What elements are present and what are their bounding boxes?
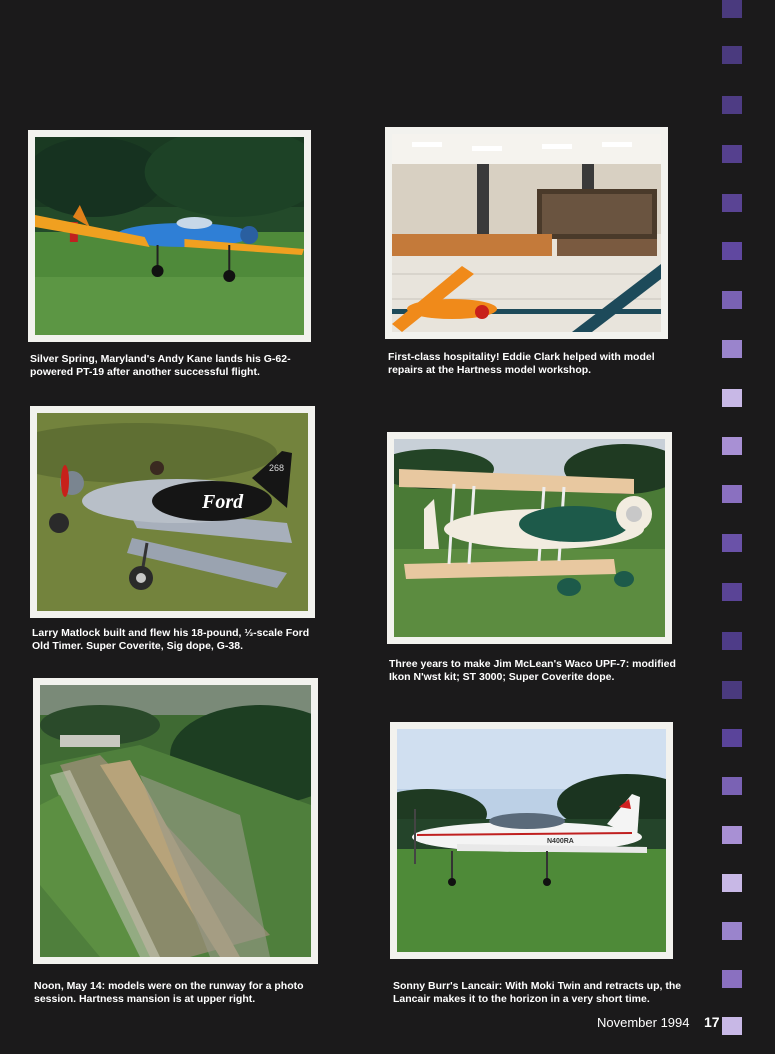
- decorative-square: [722, 340, 742, 358]
- waco-caption: Three years to make Jim McLean's Waco UPF-7: modified Ikon N'wst kit; ST 3000; Super Coverite dope.: [389, 658, 676, 683]
- decorative-square: [722, 291, 742, 309]
- ford-caption: Larry Matlock built and flew his 18-pound, ⅓-scale Ford Old Timer. Super Coverite, Sig dope, G-38.: [32, 627, 310, 652]
- workshop-photo: [385, 127, 668, 339]
- decorative-square: [722, 729, 742, 747]
- ford-logo: Ford: [202, 491, 244, 513]
- decorative-square: [722, 194, 742, 212]
- decorative-square: [722, 145, 742, 163]
- decorative-square: [722, 534, 742, 552]
- decorative-square: [722, 437, 742, 455]
- issue-date: November 1994: [597, 1015, 690, 1030]
- workshop-caption: First-class hospitality! Eddie Clark helped with model repairs at the Hartness model workshop.: [388, 351, 655, 376]
- lancair-caption: Sonny Burr's Lancair: With Moki Twin and retracts up, the Lancair makes it to the horizon in a very short time.: [393, 980, 682, 1005]
- decorative-square: [722, 583, 742, 601]
- decorative-square: [722, 46, 742, 64]
- lancair-photo: [390, 722, 673, 959]
- decorative-square: [722, 389, 742, 407]
- pt19-caption: Silver Spring, Maryland's Andy Kane lands his G-62-powered PT-19 after another successful flight.: [30, 353, 291, 378]
- decorative-square: [722, 632, 742, 650]
- decorative-square: [722, 96, 742, 114]
- decorative-square: [722, 970, 742, 988]
- decorative-square: [722, 485, 742, 503]
- decorative-square: [722, 1017, 742, 1035]
- ford-old-timer-photo: [30, 406, 315, 618]
- lancair-registration: N400RA: [547, 838, 574, 845]
- decorative-square: [722, 0, 742, 18]
- decorative-square: [722, 242, 742, 260]
- waco-biplane-photo: [387, 432, 672, 644]
- ford-tail-number: 268: [269, 463, 285, 473]
- aerial-caption: Noon, May 14: models were on the runway for a photo session. Hartness mansion is at upper right.: [34, 980, 304, 1005]
- decorative-square: [722, 777, 742, 795]
- aerial-field-photo: [33, 678, 318, 964]
- decorative-square: [722, 681, 742, 699]
- page-number: 17: [704, 1014, 720, 1030]
- pt19-landing-photo: [28, 130, 311, 342]
- decorative-square: [722, 874, 742, 892]
- decorative-square: [722, 826, 742, 844]
- decorative-square: [722, 922, 742, 940]
